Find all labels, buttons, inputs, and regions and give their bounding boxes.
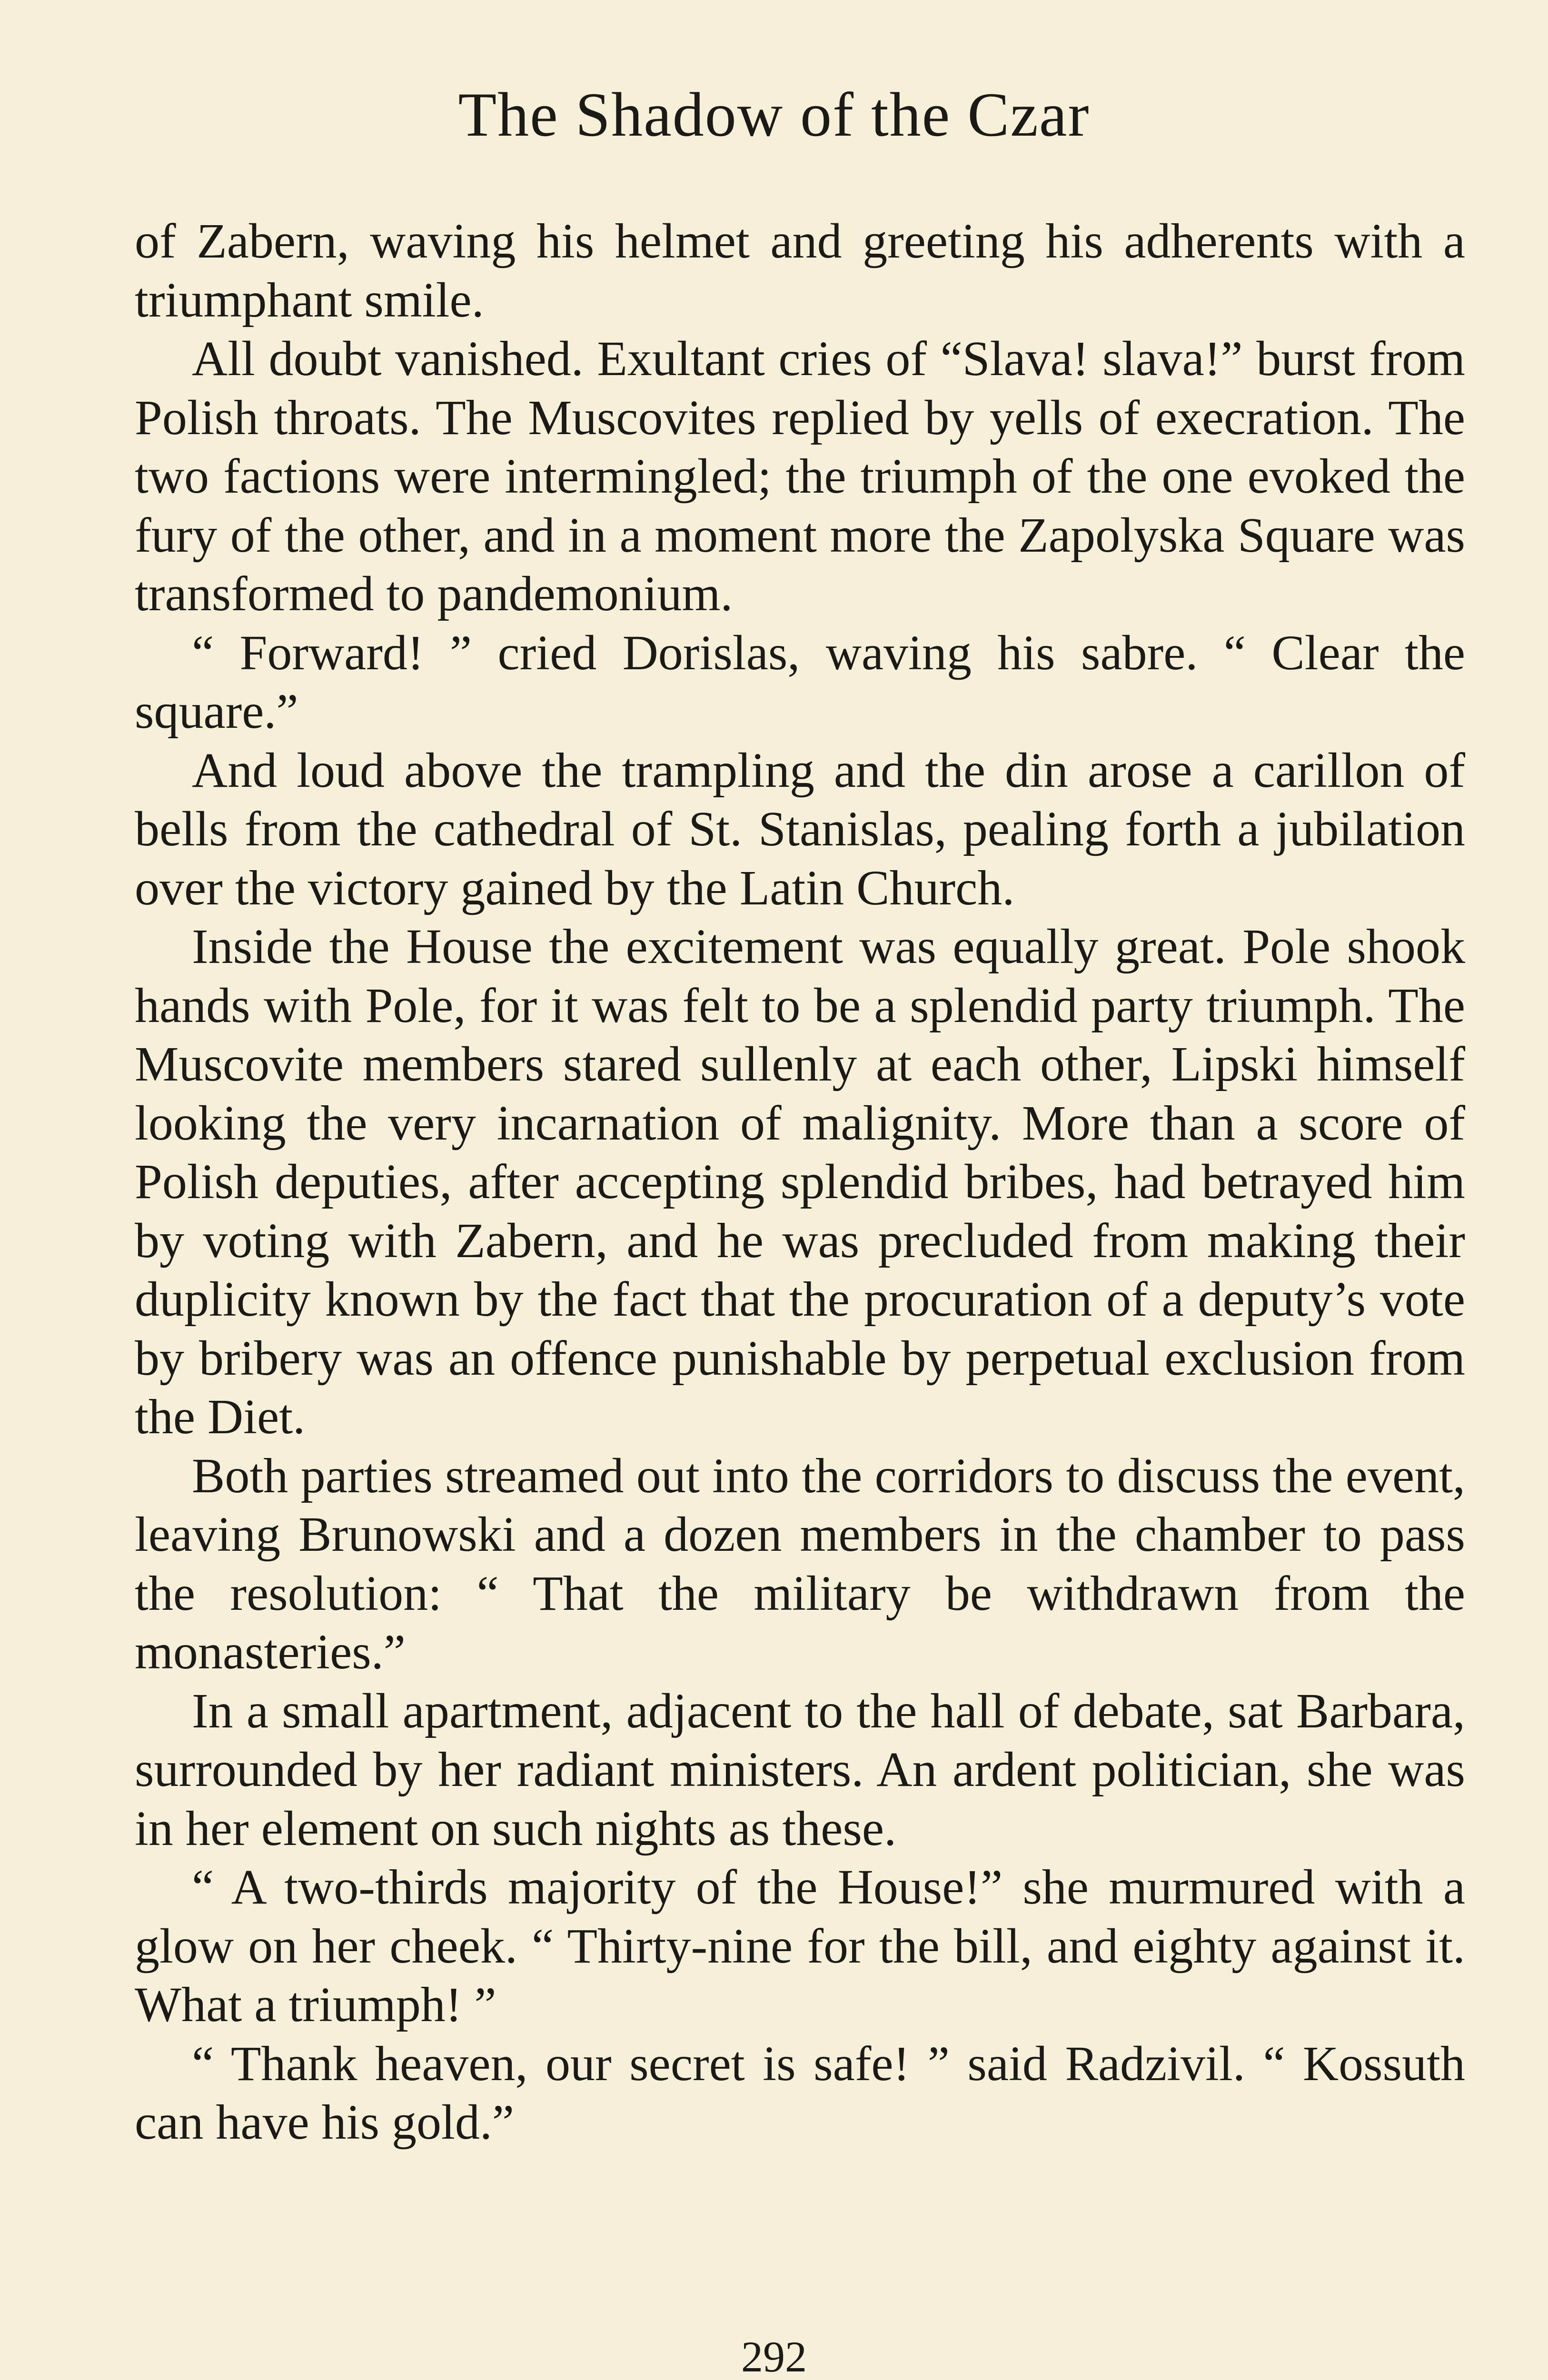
paragraph: In a small apartment, adjacent to the hall of debate, sat Barbara, surrounded by her radiant ministers. An ardent politician, she was in her element on such nights as these. [135, 1683, 1465, 1856]
paragraph: of Zabern, waving his helmet and greeting his adherents with a triumphant smile. [135, 214, 1465, 327]
paragraph: And loud above the trampling and the din arose a carillon of bells from the cathedral of St. Stanislas, pealing forth a jubilation over the victory gained by the Latin Church. [135, 743, 1465, 915]
paragraph: All doubt vanished. Exultant cries of “Slava! slava!” burst from Polish throats. The Muscovites replied by yells of execration. The two factions were intermingled; the triumph of the one evoked the fury of the other, and in a moment more the Zapolyska Square was transformed to pandemonium. [135, 331, 1465, 621]
paragraph: “ A two-thirds majority of the House!” she murmured with a glow on her cheek. “ Thirty-nine for the bill, and eighty against it. What a triumph! ” [135, 1860, 1465, 2032]
paragraph: “ Forward! ” cried Dorislas, waving his sabre. “ Clear the square.” [135, 625, 1465, 739]
paragraph: Both parties streamed out into the corridors to discuss the event, leaving Brunowski and a dozen members in the chamber to pass the resolution: “ That the military be withdrawn from the monasteries.” [135, 1448, 1465, 1679]
paragraph: Inside the House the excitement was equally great. Pole shook hands with Pole, for it was felt to be a splendid party triumph. The Muscovite members stared sullenly at each other, Lipski himself looking the very incarnation of malignity. More than a score of Polish deputies, after accepting splendid bribes, had betrayed him by voting with Zabern, and he was precluded from making their duplicity known by the fact that the procuration of a deputy’s vote by bribery was an offence punishable by perpetual exclusion from the Diet. [135, 919, 1465, 1444]
page-number: 292 [741, 2332, 807, 2380]
body-text [135, 212, 1465, 2152]
paragraph: “ Thank heaven, our secret is safe! ” said Radzivil. “ Kossuth can have his gold.” [135, 2036, 1465, 2150]
running-head: The Shadow of the Czar [458, 79, 1090, 149]
